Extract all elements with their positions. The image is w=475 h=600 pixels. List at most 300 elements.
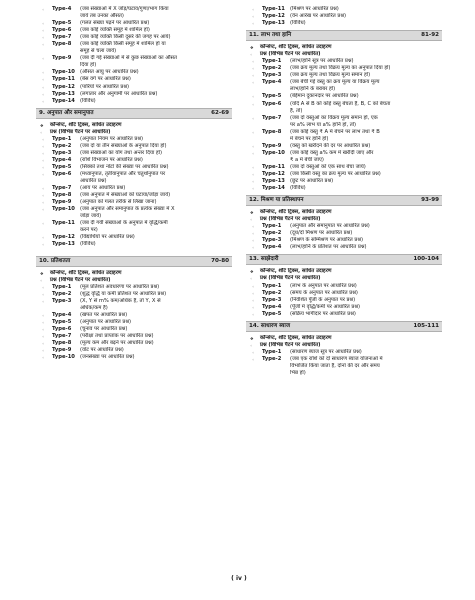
bullet-icon: ◦ — [42, 98, 45, 104]
questions-text: प्रश्न (विभिन्न पैटर्न पर आधारित) — [260, 341, 321, 348]
section-title: 13. साझेदारी — [249, 256, 279, 263]
type-description: (जब दो या तीन संख्याओं के अनुपात दिया हो) — [80, 142, 167, 149]
type-description: (साधारण ब्याज सूत्र पर आधारित प्रश्न) — [290, 348, 362, 355]
type-entry — [246, 6, 442, 13]
bullet-icon: ◦ — [252, 297, 255, 303]
type-description: भिन्न हो) — [290, 369, 306, 376]
type-label: Type-13 — [262, 20, 285, 27]
type-entry — [246, 101, 442, 108]
type-description: (जब दी गयी संख्याओं के अनुपात में वृद्धि/कमी — [80, 220, 168, 227]
type-description: (वेन आरेख पर आधारित प्रश्न) — [290, 13, 347, 20]
type-entry — [36, 354, 232, 361]
page-number: ( iv ) — [231, 575, 247, 582]
type-label: Type-9 — [52, 55, 72, 62]
type-description: (अनुपात पर आधारित प्रश्न) — [80, 318, 132, 325]
section-header — [246, 321, 442, 332]
bullet-icon: ◦ — [42, 56, 45, 62]
type-entry — [246, 349, 442, 356]
type-description: दिया हो) — [80, 62, 97, 69]
type-description: (जनसंख्या पर आधारित प्रश्न) — [80, 354, 135, 361]
bullet-icon: ◦ — [42, 84, 45, 90]
questions-line — [246, 216, 442, 223]
type-description: (जब एक राशि को दो साधारण ब्याज योजनाओं में — [290, 355, 383, 362]
type-entry-continuation — [246, 136, 442, 143]
concept-line — [246, 335, 442, 342]
diamond-icon: ❖ — [250, 335, 254, 341]
type-description: विभाजित किया जाता है, दोनों की दर और समय — [290, 362, 380, 369]
bullet-icon: ◦ — [42, 298, 45, 304]
bullet-icon: ◦ — [250, 217, 253, 223]
left-entries — [36, 6, 232, 361]
type-description: (जब कोई वस्तु a% कम में खरीदी जाए और — [290, 149, 374, 156]
bullet-icon: ◦ — [252, 349, 255, 355]
type-label: Type-8 — [52, 339, 72, 346]
type-entry — [36, 199, 232, 206]
type-label: Type-3 — [262, 296, 282, 303]
type-label: Type-1 — [52, 283, 72, 290]
type-entry — [36, 291, 232, 298]
concept-text: कॉन्सेप्ट, शॉर्ट ट्रिक्स, साधित उदाहरण — [260, 209, 332, 216]
section-pages: 70-80 — [211, 257, 229, 264]
section-title: 11. लाभ तथा हानि — [249, 32, 292, 39]
type-label: Type-11 — [262, 163, 285, 170]
bullet-icon: ◦ — [42, 333, 45, 339]
bullet-icon: ◦ — [252, 94, 255, 100]
questions-text: प्रश्न (विभिन्न पैटर्न पर आधारित) — [50, 276, 111, 283]
type-description: (आय पर आधारित प्रश्न) — [80, 185, 126, 192]
questions-text: प्रश्न (विभिन्न पैटर्न पर आधारित) — [260, 51, 321, 58]
type-description: (बेईमान दुकानदार पर आधारित प्रश्न) — [290, 93, 359, 100]
questions-line — [246, 342, 442, 349]
questions-text: प्रश्न (विभिन्न पैटर्न पर आधारित) — [50, 128, 111, 135]
type-label: Type-1 — [262, 58, 282, 65]
type-description: (X, Y से m% कम/अधिक है, तो Y, X से — [80, 297, 161, 304]
type-entry — [36, 192, 232, 199]
type-label: Type-12 — [262, 13, 285, 20]
type-entry — [36, 69, 232, 76]
bullet-icon: ◦ — [250, 276, 253, 282]
type-label: Type-11 — [52, 220, 75, 227]
type-description: (विद्यार्थियों पर आधारित प्रश्न) — [80, 234, 135, 241]
type-entry — [36, 185, 232, 192]
type-label: Type-14 — [52, 97, 75, 104]
type-entry — [36, 98, 232, 105]
type-label: Type-2 — [262, 355, 282, 362]
type-entry — [246, 223, 442, 230]
type-entry-continuation — [246, 122, 442, 129]
section-header — [36, 256, 232, 267]
type-description: जोड़ा जाये) — [80, 213, 102, 220]
bullet-icon: ◦ — [252, 311, 255, 317]
section-title: 12. मिश्रण या प्रतिस्थापन — [249, 197, 304, 204]
type-entry — [246, 230, 442, 237]
concept-line — [36, 270, 232, 277]
type-description: (विविध) — [80, 97, 96, 104]
type-label: Type-1 — [262, 223, 282, 230]
type-description: (मूल्य कम और बढ़ने पर आधारित प्रश्न) — [80, 339, 154, 346]
type-entry — [246, 244, 442, 251]
bullet-icon: ◦ — [42, 284, 45, 290]
type-entry — [36, 20, 232, 27]
type-description: (लाभ/हानि सूत्र पर आधारित प्रश्न) — [290, 58, 354, 65]
type-entry — [36, 206, 232, 213]
type-description: (जब कोई व्यक्ति किसी दूसरे की जगह पर आये) — [80, 34, 171, 41]
type-description: (लाभ के अनुपात पर आधारित प्रश्न) — [290, 282, 357, 289]
bullet-icon: ◦ — [252, 283, 255, 289]
type-entry — [36, 91, 232, 98]
concept-text: कॉन्सेप्ट, शॉर्ट ट्रिक्स, साधित उदाहरण — [50, 121, 122, 128]
type-label: Type-7 — [52, 34, 72, 41]
bullet-icon: ◦ — [250, 52, 253, 58]
type-entry-continuation — [36, 13, 232, 20]
concept-text: कॉन्सेप्ट, शॉर्ट ट्रिक्स, साधित उदाहरण — [260, 268, 332, 275]
type-description: करने पर) — [80, 227, 98, 234]
questions-line — [36, 277, 232, 284]
type-label: Type-6 — [262, 100, 282, 107]
diamond-icon: ❖ — [40, 270, 44, 276]
diamond-icon: ❖ — [40, 122, 44, 128]
bullet-icon: ◦ — [42, 157, 45, 163]
bullet-icon: ◦ — [40, 277, 43, 283]
type-label: Type-2 — [262, 230, 282, 237]
type-description: (वस्तु को खरीदने की दर पर आधारित प्रश्न) — [290, 142, 371, 149]
section-header — [246, 195, 442, 206]
type-label: Type-7 — [52, 185, 72, 192]
type-label: Type-5 — [52, 163, 72, 170]
type-description: (अनुपात को गलत तरीके से लिखा जाना) — [80, 199, 157, 206]
type-entry — [36, 284, 232, 291]
diamond-icon: ❖ — [250, 210, 254, 216]
type-description: (जब कोई वस्तु ₹ A में बेचने पर लाभ तथा ₹ B — [290, 128, 380, 135]
section-pages: 62-69 — [211, 109, 229, 116]
type-entry-continuation — [36, 178, 232, 185]
type-entry — [36, 55, 232, 62]
concept-line — [246, 44, 442, 51]
type-entry — [36, 312, 232, 319]
bullet-icon: ◦ — [42, 136, 45, 142]
type-description: (जब दी गई संख्याओं में से कुछ संख्याओं का औसत — [80, 55, 177, 62]
type-entry — [246, 164, 442, 171]
bullet-icon: ◦ — [42, 164, 45, 170]
section-pages: 100-104 — [413, 256, 439, 263]
bullet-icon: ◦ — [42, 21, 45, 27]
type-entry-continuation — [246, 363, 442, 370]
bullet-icon: ◦ — [42, 348, 45, 354]
type-entry — [36, 41, 232, 48]
diamond-icon: ❖ — [250, 269, 254, 275]
right-entries — [246, 6, 442, 377]
type-description: (निवेशित पूँजी के अनुपात पर प्रश्न) — [290, 296, 356, 303]
type-label: Type-13 — [262, 178, 285, 185]
type-entry — [246, 79, 442, 86]
questions-text: प्रश्न (विभिन्न पैटर्न पर आधारित) — [260, 216, 321, 223]
type-description: (विविध) — [80, 241, 96, 248]
bullet-icon: ◦ — [42, 186, 45, 192]
type-entry — [36, 220, 232, 227]
bullet-icon: ◦ — [252, 186, 255, 192]
type-entry — [246, 20, 442, 27]
type-label: Type-11 — [52, 76, 75, 83]
type-description: (औसत आयु पर आधारित प्रश्न) — [80, 69, 139, 76]
type-description: (पारियों पर आधारित प्रश्न) — [80, 83, 130, 90]
bullet-icon: ◦ — [40, 129, 43, 135]
type-entry — [36, 157, 232, 164]
bullet-icon: ◦ — [252, 238, 255, 244]
bullet-icon: ◦ — [42, 312, 45, 318]
type-label: Type-9 — [52, 199, 72, 206]
type-description: (गलत संख्या पढ़ने पर आधारित प्रश्न) — [80, 20, 150, 27]
type-label: Type-8 — [52, 41, 72, 48]
type-entry — [36, 347, 232, 354]
bullet-icon: ◦ — [42, 150, 45, 156]
bullet-icon: ◦ — [252, 171, 255, 177]
right-column — [246, 6, 442, 377]
type-label: Type-7 — [262, 114, 282, 121]
type-description: ₹ a में बेची जाए) — [290, 156, 324, 163]
type-entry — [36, 143, 232, 150]
type-description: (विविध) — [290, 20, 306, 27]
concept-line — [36, 122, 232, 129]
type-description: अधिक/कम है) — [80, 304, 108, 311]
type-entry — [246, 150, 442, 157]
type-entry-continuation — [246, 108, 442, 115]
bullet-icon: ◦ — [252, 59, 255, 65]
diamond-icon: ❖ — [250, 45, 254, 51]
bullet-icon: ◦ — [252, 73, 255, 79]
bullet-icon: ◦ — [42, 326, 45, 332]
type-description: (सिक्कों तथा नोटों की संख्या पर आधारित प्रश्न) — [80, 163, 169, 170]
type-label: Type-10 — [262, 149, 285, 156]
bullet-icon: ◦ — [252, 231, 255, 237]
type-description: है, तो) — [290, 107, 303, 114]
type-description: (लाभ/हानि के प्रतिशत पर आधारित प्रश्न) — [290, 244, 367, 251]
bullet-icon: ◦ — [252, 224, 255, 230]
type-label: Type-4 — [52, 156, 72, 163]
type-label: Type-2 — [52, 290, 72, 297]
type-entry-continuation — [246, 370, 442, 377]
type-label: Type-7 — [52, 332, 72, 339]
type-entry — [246, 72, 442, 79]
type-label: Type-2 — [262, 65, 282, 72]
spacer — [36, 249, 232, 253]
bullet-icon: ◦ — [252, 164, 255, 170]
type-description: (राशि विभाजन पर आधारित प्रश्न) — [80, 156, 143, 163]
type-description: (यदि A से B को कोई वस्तु बेचता है, B, C को बेचता — [290, 100, 391, 107]
type-description: (चुनाव पर आधारित प्रश्न) — [80, 325, 128, 332]
type-entry — [36, 333, 232, 340]
type-entry-continuation — [246, 157, 442, 164]
type-entry-continuation — [36, 305, 232, 312]
type-entry-continuation — [246, 86, 442, 93]
type-description: आधारित प्रश्न) — [80, 178, 107, 185]
type-label: Type-4 — [262, 244, 282, 251]
type-entry — [36, 76, 232, 83]
type-description: समूह से चला जाये) — [80, 48, 117, 55]
type-entry — [246, 129, 442, 136]
type-label: Type-3 — [52, 149, 72, 156]
type-description: (अनुपात नियम पर आधारित प्रश्न) — [80, 135, 144, 142]
type-label: Type-8 — [262, 128, 282, 135]
type-description: (बेस वर्ग पर आधारित प्रश्न) — [80, 76, 131, 83]
type-entry — [36, 241, 232, 248]
bullet-icon: ◦ — [252, 150, 255, 156]
bullet-icon: ◦ — [42, 340, 45, 346]
type-entry — [246, 311, 442, 318]
section-pages: 105-111 — [413, 322, 439, 329]
type-description: में बेचने पर हानि हो) — [290, 135, 329, 142]
index-page — [36, 6, 442, 586]
type-label: Type-5 — [52, 318, 72, 325]
type-label: Type-13 — [52, 241, 75, 248]
type-description: (जब अनुपात और समानुपात के प्रत्येक संख्या में X — [80, 206, 175, 213]
section-title: 10. प्रतिशतता — [39, 257, 71, 264]
bullet-icon: ◦ — [252, 14, 255, 20]
type-label: Type-4 — [262, 303, 282, 310]
type-description: जाये तब उनका औसत) — [80, 13, 124, 20]
bullet-icon: ◦ — [42, 143, 45, 149]
type-entry — [246, 13, 442, 20]
type-entry — [246, 178, 442, 185]
type-entry — [36, 6, 232, 13]
type-description: (जब दो वस्तुओं का विक्रय मूल्य समान हो, एक — [290, 114, 378, 121]
bullet-icon: ◦ — [252, 21, 255, 27]
bullet-icon: ◦ — [252, 245, 255, 251]
type-description: (खपत पर आधारित प्रश्न) — [80, 311, 128, 318]
type-label: Type-5 — [262, 93, 282, 100]
type-entry-continuation — [36, 227, 232, 234]
bullet-icon: ◦ — [42, 7, 45, 12]
type-label: Type-2 — [262, 289, 282, 296]
type-label: Type-10 — [52, 354, 75, 361]
type-entry — [246, 304, 442, 311]
type-description: (छूट पर आधारित प्रश्न) — [290, 178, 334, 185]
bullet-icon: ◦ — [252, 101, 255, 107]
type-entry — [246, 143, 442, 150]
concept-line — [246, 209, 442, 216]
bullet-icon: ◦ — [252, 80, 255, 86]
bullet-icon: ◦ — [252, 7, 255, 12]
bullet-icon: ◦ — [42, 291, 45, 297]
bullet-icon: ◦ — [42, 42, 45, 48]
section-pages: 81-92 — [421, 32, 439, 39]
questions-line — [246, 275, 442, 282]
type-description: (जब किसी वस्तु का क्रय मूल्य पर आधारित प्रश्न) — [290, 170, 381, 177]
bullet-icon: ◦ — [42, 193, 45, 199]
type-label: Type-1 — [52, 135, 72, 142]
type-entry — [246, 58, 442, 65]
type-description: (जब क्रय मूल्य तथा विक्रय मूल्य का अनुपात दिया हो) — [290, 65, 391, 72]
type-entry — [246, 171, 442, 178]
bullet-icon: ◦ — [42, 319, 45, 325]
type-description: लाभ/हानि के बराबर हो) — [290, 86, 336, 93]
type-label: Type-6 — [52, 27, 72, 34]
type-description: (जब कोई व्यक्ति किसी समूह में शामिल हो या — [80, 41, 166, 48]
type-entry — [36, 27, 232, 34]
type-label: Type-4 — [52, 6, 72, 12]
bullet-icon: ◦ — [42, 242, 45, 248]
type-label: Type-12 — [262, 170, 285, 177]
section-header — [246, 30, 442, 41]
type-entry — [36, 164, 232, 171]
type-description: (जब कोई व्यक्ति समूह में शामिल हो) — [80, 27, 150, 34]
type-description: (विविध) — [290, 185, 306, 192]
type-label: Type-14 — [262, 185, 285, 192]
concept-text: कॉन्सेप्ट, शॉर्ट ट्रिक्स, साधित उदाहरण — [260, 44, 332, 51]
bullet-icon: ◦ — [252, 290, 255, 296]
type-entry — [36, 150, 232, 157]
type-entry — [246, 237, 442, 244]
type-label: Type-6 — [52, 170, 72, 177]
type-entry — [36, 298, 232, 305]
bullet-icon: ◦ — [42, 28, 45, 34]
type-label: Type-5 — [262, 310, 282, 317]
type-label: Type-5 — [52, 20, 72, 27]
type-entry — [36, 319, 232, 326]
bullet-icon: ◦ — [252, 179, 255, 185]
type-description: (जब बेची गई वस्तु का क्रय मूल्य या विक्रय मूल्य — [290, 79, 380, 86]
bullet-icon: ◦ — [42, 171, 45, 177]
type-entry — [246, 185, 442, 192]
type-entry — [36, 84, 232, 91]
concept-text: कॉन्सेप्ट, शॉर्ट ट्रिक्स, साधित उदाहरण — [260, 334, 332, 341]
type-description: (शुद्ध वृद्धि या कमी प्रतिशत पर आधारित प्रश्न) — [80, 290, 167, 297]
type-label: Type-12 — [52, 83, 75, 90]
type-entry-continuation — [36, 62, 232, 69]
type-entry — [246, 115, 442, 122]
type-entry-continuation — [36, 213, 232, 220]
questions-text: प्रश्न (विभिन्न पैटर्न पर आधारित) — [260, 275, 321, 282]
bullet-icon: ◦ — [252, 66, 255, 72]
type-label: Type-6 — [52, 325, 72, 332]
type-label: Type-9 — [262, 142, 282, 149]
type-label: Type-13 — [52, 90, 75, 97]
type-description: (वोट पर आधारित प्रश्न) — [80, 347, 124, 354]
type-label: Type-2 — [52, 142, 72, 149]
concept-text: कॉन्सेप्ट, शॉर्ट ट्रिक्स, साधित उदाहरण — [50, 269, 122, 276]
bullet-icon: ◦ — [42, 77, 45, 83]
type-entry — [246, 290, 442, 297]
type-label: Type-4 — [262, 79, 282, 86]
type-label: Type-3 — [262, 237, 282, 244]
bullet-icon: ◦ — [42, 221, 45, 227]
type-description: (मूल प्रतिशत अवधारणा पर आधारित प्रश्न) — [80, 283, 160, 290]
type-description: (मिश्रण पर आधारित प्रश्न) — [290, 6, 339, 12]
type-description: (जब अनुपात में संख्याओं को घटाया/जोड़ा जाये) — [80, 192, 171, 199]
type-description: (सक्रिय भागीदार पर आधारित प्रश्न) — [290, 310, 356, 317]
type-description: (जब क्रय मूल्य तथा विक्रय मूल्य समान हो) — [290, 72, 371, 79]
bullet-icon: ◦ — [42, 35, 45, 41]
type-entry — [246, 65, 442, 72]
left-column — [36, 6, 232, 361]
type-description: पर a% लाभ या a% हानि हो, तो) — [290, 121, 357, 128]
type-label: Type-3 — [52, 297, 72, 304]
bullet-icon: ◦ — [42, 355, 45, 361]
type-entry — [36, 326, 232, 333]
type-entry — [36, 34, 232, 41]
type-description: (मिश्रण के सम्मिश्रण पर आधारित प्रश्न) — [290, 237, 364, 244]
section-pages: 93-99 — [421, 197, 439, 204]
type-description: (दूध/दो मिश्रण पर आधारित प्रश्न) — [290, 230, 353, 237]
questions-line — [36, 129, 232, 136]
bullet-icon: ◦ — [42, 70, 45, 76]
type-entry — [36, 234, 232, 241]
type-entry — [246, 283, 442, 290]
type-label: Type-10 — [52, 206, 75, 213]
type-label: Type-4 — [52, 311, 72, 318]
bullet-icon: ◦ — [42, 200, 45, 206]
bullet-icon: ◦ — [252, 143, 255, 149]
section-title: 9. अनुपात और समानुपात — [39, 109, 94, 116]
